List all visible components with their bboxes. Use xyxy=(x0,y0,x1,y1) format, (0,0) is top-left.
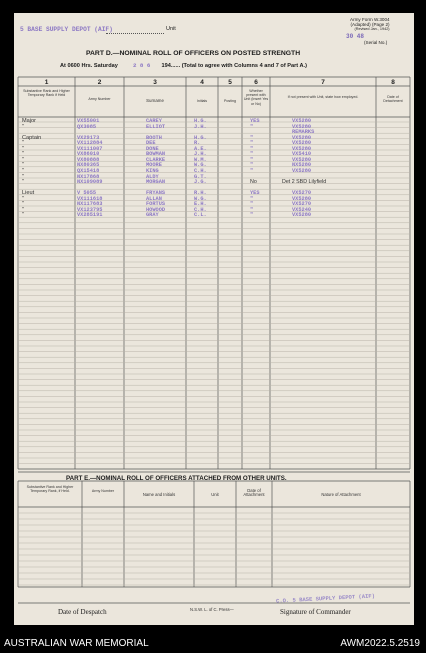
row-present: No xyxy=(250,179,257,186)
row-initials: J.H. xyxy=(194,151,207,158)
row-employed: VX5240 xyxy=(292,206,312,213)
row-present: " xyxy=(250,140,254,147)
row-army-number: NX109089 xyxy=(77,179,103,186)
row-initials: W.M. xyxy=(194,156,207,163)
row-rank: Major xyxy=(22,118,36,124)
form-reference: Army Form W.3004 (Adapted) (Page 2) (Revised Jan., 1942) xyxy=(350,17,390,31)
row-rank: " xyxy=(22,156,24,163)
row-initials: H.G. xyxy=(194,118,207,124)
row-employed: VX5270 xyxy=(292,190,312,197)
header-rank: Substantive Rank and Higher Temporary Rank if Held xyxy=(23,89,70,98)
e-header-nature: Nature of Attachment xyxy=(321,492,361,497)
row-present: " xyxy=(250,134,254,141)
row-rank: " xyxy=(22,201,24,208)
signature-label: Signature of Commander xyxy=(280,608,351,616)
caption-right: AWM2022.5.2519 xyxy=(340,638,420,649)
row-initials: H.G. xyxy=(194,134,207,141)
row-initials: C.L. xyxy=(194,212,207,219)
row-employed: Det 2 SBD Lilyfield xyxy=(282,179,327,186)
row-surname: FORTUS xyxy=(146,201,166,208)
row-surname: GRAY xyxy=(146,212,159,219)
row-surname: BOWMAN xyxy=(146,151,166,158)
row-surname: ELLIOT xyxy=(146,123,166,130)
header-surname: Surname xyxy=(146,98,164,103)
row-army-number: V 5055 xyxy=(77,190,97,197)
row-surname: BOOTH xyxy=(146,134,162,141)
header-employed: If not present with Unit, state how employed. xyxy=(287,95,359,99)
header-initials: Initials xyxy=(196,99,208,103)
row-rank: " xyxy=(22,123,24,130)
row-initials: C.H. xyxy=(194,167,207,174)
row-employed: VX5280 xyxy=(292,118,312,124)
header-present: Whether present with Unit (Insert Yes or No) xyxy=(243,89,269,106)
row-employed: VX5280 xyxy=(292,195,312,202)
row-employed: VX5280 xyxy=(292,212,312,219)
row-rank: " xyxy=(22,151,24,158)
date-despatch-label: Date of Despatch xyxy=(58,608,107,616)
row-army-number: VX29173 xyxy=(77,134,100,141)
row-rank: " xyxy=(22,206,24,213)
row-rank: " xyxy=(22,212,24,219)
col-number-8: 8 xyxy=(391,79,395,86)
row-initials: A.E. xyxy=(194,145,207,152)
row-initials: C.H. xyxy=(194,206,207,213)
row-army-number: VX86010 xyxy=(77,151,100,158)
row-present: " xyxy=(250,167,254,174)
row-surname: DEE xyxy=(146,140,156,147)
row-army-number: QX15418 xyxy=(77,167,100,174)
row-initials: J.G. xyxy=(194,179,207,186)
row-rank: " xyxy=(22,173,24,180)
row-present: " xyxy=(250,201,254,208)
row-surname: CLARKE xyxy=(146,156,166,163)
row-army-number: VX123795 xyxy=(77,206,103,213)
row-employed: VX5270 xyxy=(292,201,312,208)
row-surname: KING xyxy=(146,167,159,174)
col-number-3: 3 xyxy=(153,79,157,86)
row-surname: DONE xyxy=(146,145,159,152)
row-army-number: NX80365 xyxy=(77,162,100,169)
row-employed: VX5280 xyxy=(292,156,312,163)
row-present: YES xyxy=(250,118,260,124)
row-army-number: VX112884 xyxy=(77,140,103,147)
row-army-number: NX17868 xyxy=(77,173,100,180)
part-e-title: PART E.—NOMINAL ROLL OF OFFICERS ATTACHED FROM OTHER UNITS. xyxy=(66,475,287,482)
col-number-7: 7 xyxy=(321,79,325,86)
col-number-4: 4 xyxy=(200,79,204,86)
date-stamp: 2 8 6 xyxy=(132,62,151,69)
row-employed: VX5280 xyxy=(292,167,312,174)
row-present: YES xyxy=(250,190,260,197)
e-header-army-number: Army Number xyxy=(91,489,115,493)
row-army-number: VX285191 xyxy=(77,212,103,219)
row-present: " xyxy=(250,123,254,130)
row-surname: CAREY xyxy=(146,118,162,124)
col-number-6: 6 xyxy=(254,79,258,86)
row-initials: E.H. xyxy=(194,201,207,208)
row-employed: VX5280 xyxy=(292,134,312,141)
unit-label: Unit xyxy=(166,26,176,32)
document-sheet xyxy=(14,13,414,625)
row-initials: W.G. xyxy=(194,195,207,202)
row-employed: NX5280 xyxy=(292,162,312,169)
row-present: " xyxy=(250,206,254,213)
row-present: " xyxy=(250,162,254,169)
row-army-number: VX111618 xyxy=(77,195,103,202)
row-present: " xyxy=(250,145,254,152)
e-header-unit: Unit xyxy=(211,492,219,497)
form-number-stamp: 30 48 xyxy=(346,33,365,40)
serial-label: (Serial No.) xyxy=(364,40,388,45)
row-employed: REMARKS xyxy=(292,129,315,136)
row-present: " xyxy=(250,212,254,219)
row-army-number: VX80888 xyxy=(77,156,100,163)
unit-stamp: 5 BASE SUPPLY DEPOT (AIF) xyxy=(20,26,113,33)
row-surname: ALDY xyxy=(146,173,159,180)
row-rank: " xyxy=(22,167,24,174)
header-posting: Posting xyxy=(224,99,236,103)
row-initials: R. xyxy=(194,140,201,147)
row-initials: G.T. xyxy=(194,173,207,180)
row-rank: " xyxy=(22,140,24,147)
row-surname: ALLAN xyxy=(146,195,162,202)
row-rank: " xyxy=(22,162,24,169)
row-rank: Lieut xyxy=(22,190,35,197)
archive-caption-bar xyxy=(0,636,426,653)
row-employed: VX5410 xyxy=(292,151,312,158)
e-header-rank: Substantive Rank and Higher Temporary Rank, if Held. xyxy=(26,485,74,494)
row-initials: W.G. xyxy=(194,162,207,169)
row-employed: VX5280 xyxy=(292,123,312,130)
e-header-date: Date of Attachment xyxy=(243,488,265,498)
row-army-number: NX117683 xyxy=(77,201,103,208)
row-rank: Captain xyxy=(22,134,42,141)
col-number-1: 1 xyxy=(44,79,49,86)
row-surname: FRYANS xyxy=(146,190,166,197)
row-present: " xyxy=(250,151,254,158)
row-employed: VX5280 xyxy=(292,145,312,152)
row-rank: " xyxy=(22,179,24,186)
row-army-number: VX55001 xyxy=(77,118,100,124)
row-present: " xyxy=(250,195,254,202)
col-number-2: 2 xyxy=(97,79,102,86)
signature-stamp: C.O. 5 BASE SUPPLY DEPOT (AIF) xyxy=(275,592,376,605)
e-header-name: Name and Initials xyxy=(142,492,176,497)
row-surname: MOORE xyxy=(146,162,162,169)
row-army-number: QX3085 xyxy=(77,123,97,130)
row-initials: J.H. xyxy=(194,123,207,130)
col-number-5: 5 xyxy=(228,79,232,86)
row-surname: HOWOOD xyxy=(146,206,166,213)
row-present: " xyxy=(250,156,254,163)
caption-left: AUSTRALIAN WAR MEMORIAL xyxy=(4,638,149,649)
row-surname: MORGAN xyxy=(146,179,166,186)
header-army-number: Army Number xyxy=(88,97,111,101)
row-employed: VX5280 xyxy=(292,140,312,147)
printer-line: N.S.W. L. of C. Press— xyxy=(190,607,234,612)
row-rank: " xyxy=(22,145,24,152)
row-rank: " xyxy=(22,195,24,202)
part-d-grid xyxy=(14,13,414,625)
time-line: At 0600 Hrs. Saturday 2 8 6 194...... (Total to agree with Columns 4 and 7 of Part A.) xyxy=(60,62,307,69)
header-date-detachment: Date of Detachment xyxy=(383,95,403,104)
row-army-number: VX111007 xyxy=(77,145,103,152)
part-d-title: PART D.—NOMINAL ROLL OF OFFICERS ON POSTED STRENGTH xyxy=(86,50,301,57)
row-initials: R.H. xyxy=(194,190,207,197)
